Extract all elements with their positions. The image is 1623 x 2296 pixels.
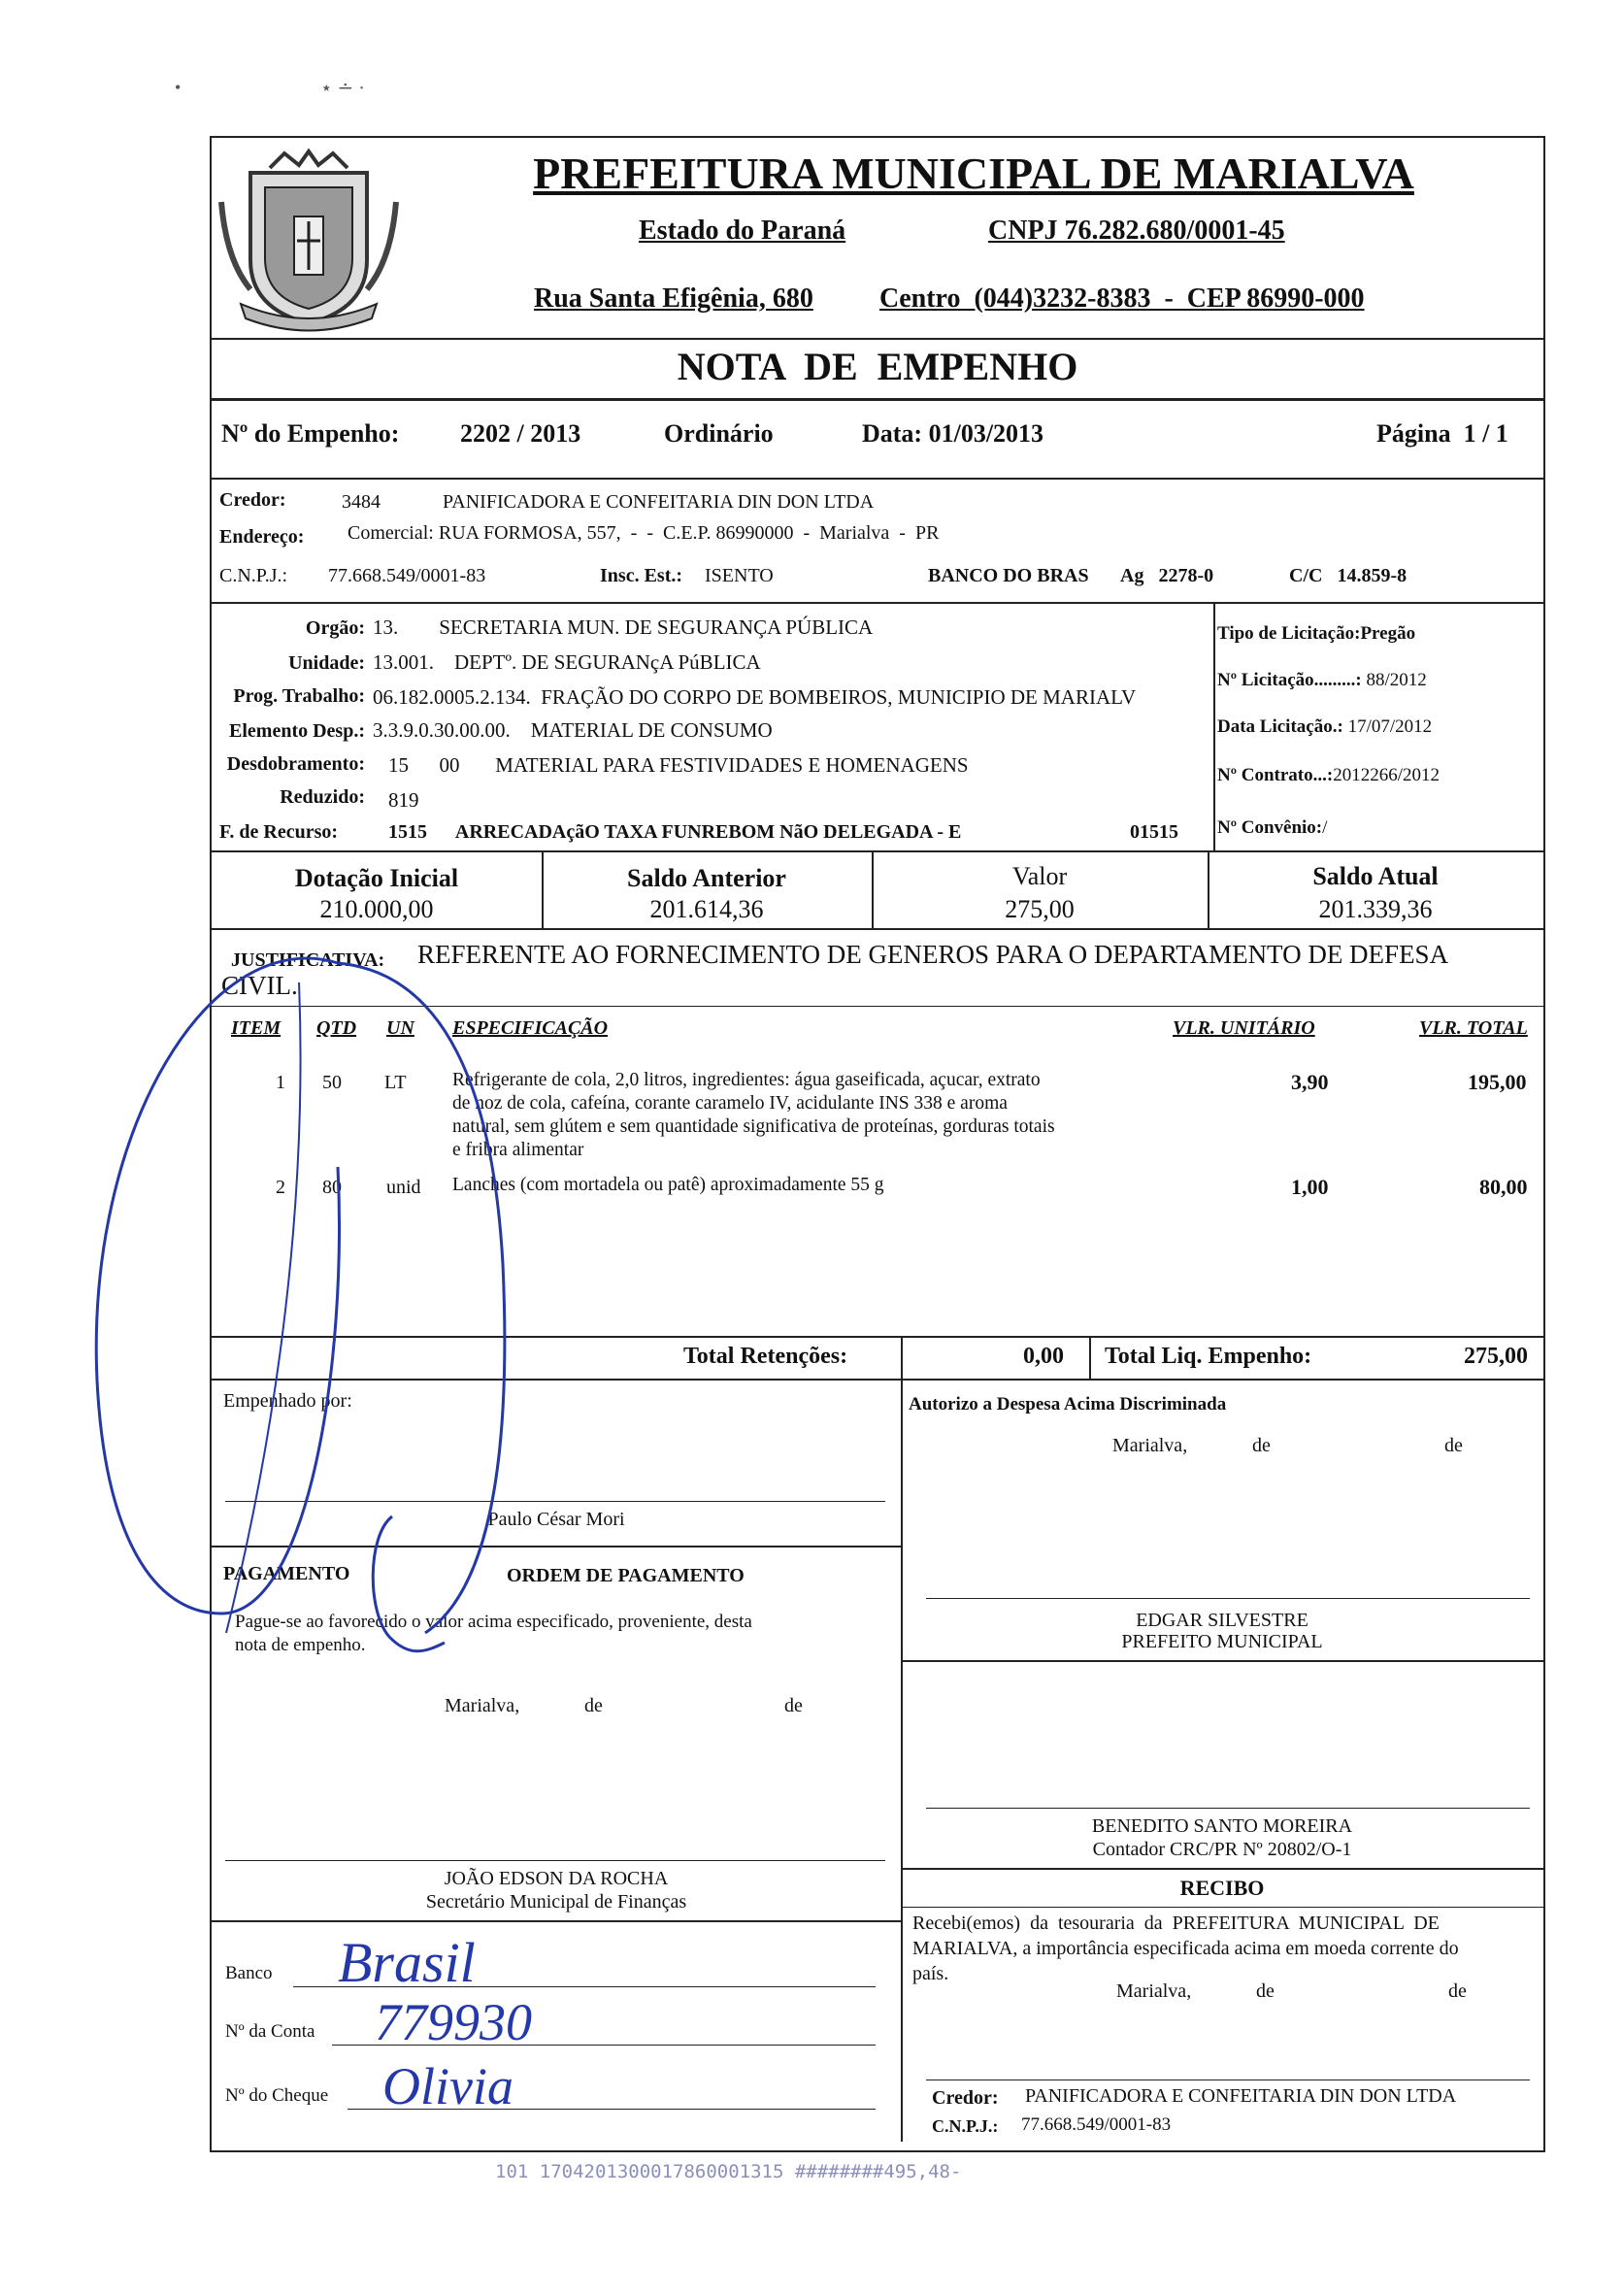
elemento-value: 3.3.9.0.30.00.00. MATERIAL DE CONSUMO [373,718,773,742]
saldo-atual-label: Saldo Atual [1312,862,1439,890]
justificativa-label: JUSTIFICATIVA: [231,949,385,971]
bank-name: BANCO DO BRAS [928,565,1089,586]
empenho-number-label: Nº do Empenho: [221,419,400,448]
item-desc-line: Lanches (com mortadela ou patê) aproximadamente 55 g [452,1175,884,1195]
banco-handwritten: Brasil [338,1931,476,1994]
contador-name: BENEDITO SANTO MOREIRA [1091,1815,1353,1837]
recibo-cnpj-label: C.N.P.J.: [932,2116,999,2136]
document-title: NOTA DE EMPENHO [677,345,1078,388]
recurso-code: 01515 [1130,821,1178,843]
secretario-name: JOÃO EDSON DA ROCHA [444,1868,669,1889]
valor-value: 275,00 [1005,895,1075,923]
footer-code: 101 1704201300017860001315 ########495,48- [495,2161,962,2182]
recibo-credor-name: PANIFICADORA E CONFEITARIA DIN DON LTDA [1025,2085,1457,2107]
credor-label: Credor: [219,489,286,511]
col-un: UN [386,1017,414,1039]
header-cnpj: CNPJ 76.282.680/0001-45 [988,216,1285,246]
scan-mark: ⋆ ∸ · [320,78,365,99]
address-label: Endereço: [219,526,305,548]
bank-account: C/C 14.859-8 [1289,565,1408,586]
conta-label: Nº da Conta [225,2021,315,2042]
recibo-text-3: país. [912,1963,949,1984]
recibo-title: RECIBO [1179,1876,1265,1900]
pagamento-label: PAGAMENTO [223,1563,350,1584]
numero-licitacao: Nº Licitação.........: 88/2012 [1217,670,1427,690]
tipo-licitacao: Tipo de Licitação:Pregão [1217,623,1416,644]
valor-label: Valor [1011,862,1068,890]
dotacao-label: Dotação Inicial [294,864,459,892]
credor-code: 3484 [342,491,381,513]
banco-label: Banco [225,1963,273,1983]
item-total: 195,00 [1468,1070,1527,1094]
pagamento-city: Marialva, [445,1695,520,1716]
desdobramento-label: Desdobramento: [226,753,365,775]
header-title: PREFEITURA MUNICIPAL DE MARIALVA [533,149,1414,198]
page-number: Página 1 / 1 [1376,419,1508,448]
empenho-type: Ordinário [664,419,774,448]
header-state: Estado do Paraná [639,216,846,246]
prog-value: 06.182.0005.2.134. FRAÇÃO DO CORPO DE BOMBEIROS, MUNICIPIO DE MARIALV [373,685,1137,709]
unidade-value: 13.001. DEPTº. DE SEGURANçA PúBLICA [373,650,761,674]
numero-contrato: Nº Contrato...:2012266/2012 [1217,765,1440,785]
empenho-number: 2202 / 2013 [460,419,581,448]
item-qtd: 50 [322,1072,342,1093]
col-qtd: QTD [316,1017,357,1039]
item-desc-line: e fribra alimentar [452,1140,584,1160]
unidade-label: Unidade: [288,652,365,674]
pagamento-text-1: Pague-se ao favorecido o valor acima especificado, proveniente, desta [235,1612,752,1632]
pen-circle-annotation [17,682,843,1691]
data-licitacao: Data Licitação.: 17/07/2012 [1217,716,1433,737]
numero-convenio: Nº Convênio:/ [1217,817,1328,838]
bank-agency: Ag 2278-0 [1120,565,1214,586]
header-address-2: Centro (044)3232-8383 - CEP 86990-000 [879,283,1365,314]
recibo-cnpj: 77.668.549/0001-83 [1021,2114,1172,2135]
liquido-value: 275,00 [1464,1344,1528,1369]
autorizo-city: Marialva, [1112,1435,1188,1456]
recibo-credor-label: Credor: [932,2087,999,2109]
reduzido-value: 819 [388,788,419,812]
credor-address: Comercial: RUA FORMOSA, 557, - - C.E.P. 86990000 - Marialva - PR [348,522,940,544]
col-unit: VLR. UNITÁRIO [1173,1017,1315,1039]
col-item: ITEM [231,1017,282,1039]
retencoes-label: Total Retenções: [683,1344,848,1369]
saldo-anterior-value: 201.614,36 [649,895,764,923]
item-un: LT [384,1072,407,1093]
item-number: 1 [276,1072,285,1093]
secretario-role: Secretário Municipal de Finanças [425,1891,687,1913]
scan-dot: • [175,78,182,97]
justificativa-text-2: CIVIL. [221,971,298,1000]
saldo-anterior-label: Saldo Anterior [627,864,786,892]
recibo-de-2: de [1448,1980,1467,2002]
pagamento-text-2: nota de empenho. [235,1635,366,1655]
cnpj-label: C.N.P.J.: [219,565,288,586]
empenho-document [210,136,1545,2152]
recibo-de-1: de [1256,1980,1275,2002]
col-espec: ESPECIFICAÇÃO [452,1017,609,1039]
liquido-label: Total Liq. Empenho: [1105,1344,1312,1369]
saldo-atual-value: 201.339,36 [1318,895,1433,923]
recurso-value: 1515 ARRECADAçãO TAXA FUNREBOM NãO DELEGADA - E [388,821,962,843]
autorizo-de-1: de [1252,1435,1271,1456]
item-total: 80,00 [1479,1175,1528,1199]
recibo-text-2: MARIALVA, a importância especificada acima em moeda corrente do [912,1938,1459,1959]
elemento-label: Elemento Desp.: [229,720,365,742]
recibo-text-1: Recebi(emos) da tesouraria da PREFEITURA MUNICIPAL DE [912,1913,1440,1934]
justificativa-text-1: REFERENTE AO FORNECIMENTO DE GENEROS PARA O DEPARTAMENTO DE DEFESA [417,940,1449,969]
item-desc-line: natural, sem glútem e sem quantidade significativa de proteínas, gorduras totais [452,1116,1055,1137]
autorizo-label: Autorizo a Despesa Acima Discriminada [909,1394,1227,1414]
reduzido-label: Reduzido: [280,786,365,808]
recurso-label: F. de Recurso: [219,821,339,843]
cheque-handwritten: Olivia [382,2057,513,2115]
item-desc-line: de noz de cola, cafeína, corante caramelo IV, acidulante INS 338 e aroma [452,1093,1008,1114]
cheque-label: Nº do Cheque [225,2085,329,2106]
insc-label: Insc. Est.: [600,565,683,586]
dotacao-value: 210.000,00 [319,895,434,923]
empenhado-label: Empenhado por: [223,1390,352,1412]
autorizo-de-2: de [1444,1435,1463,1456]
prog-label: Prog. Trabalho: [233,685,365,707]
item-un: unid [386,1177,421,1198]
pagamento-de-2: de [784,1695,803,1716]
item-number: 2 [276,1177,285,1198]
prefeito-role: PREFEITO MUNICIPAL [1121,1631,1323,1652]
conta-handwritten: 779930 [375,1993,532,2051]
orgao-value: 13. SECRETARIA MUN. DE SEGURANÇA PÚBLICA [373,616,874,639]
item-unit-price: 3,90 [1291,1070,1329,1094]
prefeito-name: EDGAR SILVESTRE [1136,1610,1308,1631]
pagamento-de-1: de [584,1695,603,1716]
credor-name: PANIFICADORA E CONFEITARIA DIN DON LTDA [443,491,875,513]
ordem-pagamento-label: ORDEM DE PAGAMENTO [507,1565,745,1586]
col-total: VLR. TOTAL [1419,1017,1528,1039]
item-unit-price: 1,00 [1291,1175,1329,1199]
header-address: Rua Santa Efigênia, 680 [534,283,813,314]
item-qtd: 80 [322,1177,342,1198]
recibo-city: Marialva, [1116,1980,1192,2002]
desdobramento-value: 15 00 MATERIAL PARA FESTIVIDADES E HOMENAGENS [388,753,969,777]
insc-value: ISENTO [705,565,774,586]
item-desc-line: Refrigerante de cola, 2,0 litros, ingredientes: água gaseificada, açucar, extrato [452,1070,1041,1090]
empenhado-name: Paulo César Mori [487,1509,625,1530]
coat-of-arms-icon [212,144,406,338]
contador-role: Contador CRC/PR Nº 20802/O-1 [1092,1839,1352,1860]
orgao-label: Orgão: [305,617,365,639]
credor-cnpj: 77.668.549/0001-83 [328,565,486,586]
retencoes-value: 0,00 [1023,1344,1064,1369]
empenho-date: Data: 01/03/2013 [862,419,1044,448]
